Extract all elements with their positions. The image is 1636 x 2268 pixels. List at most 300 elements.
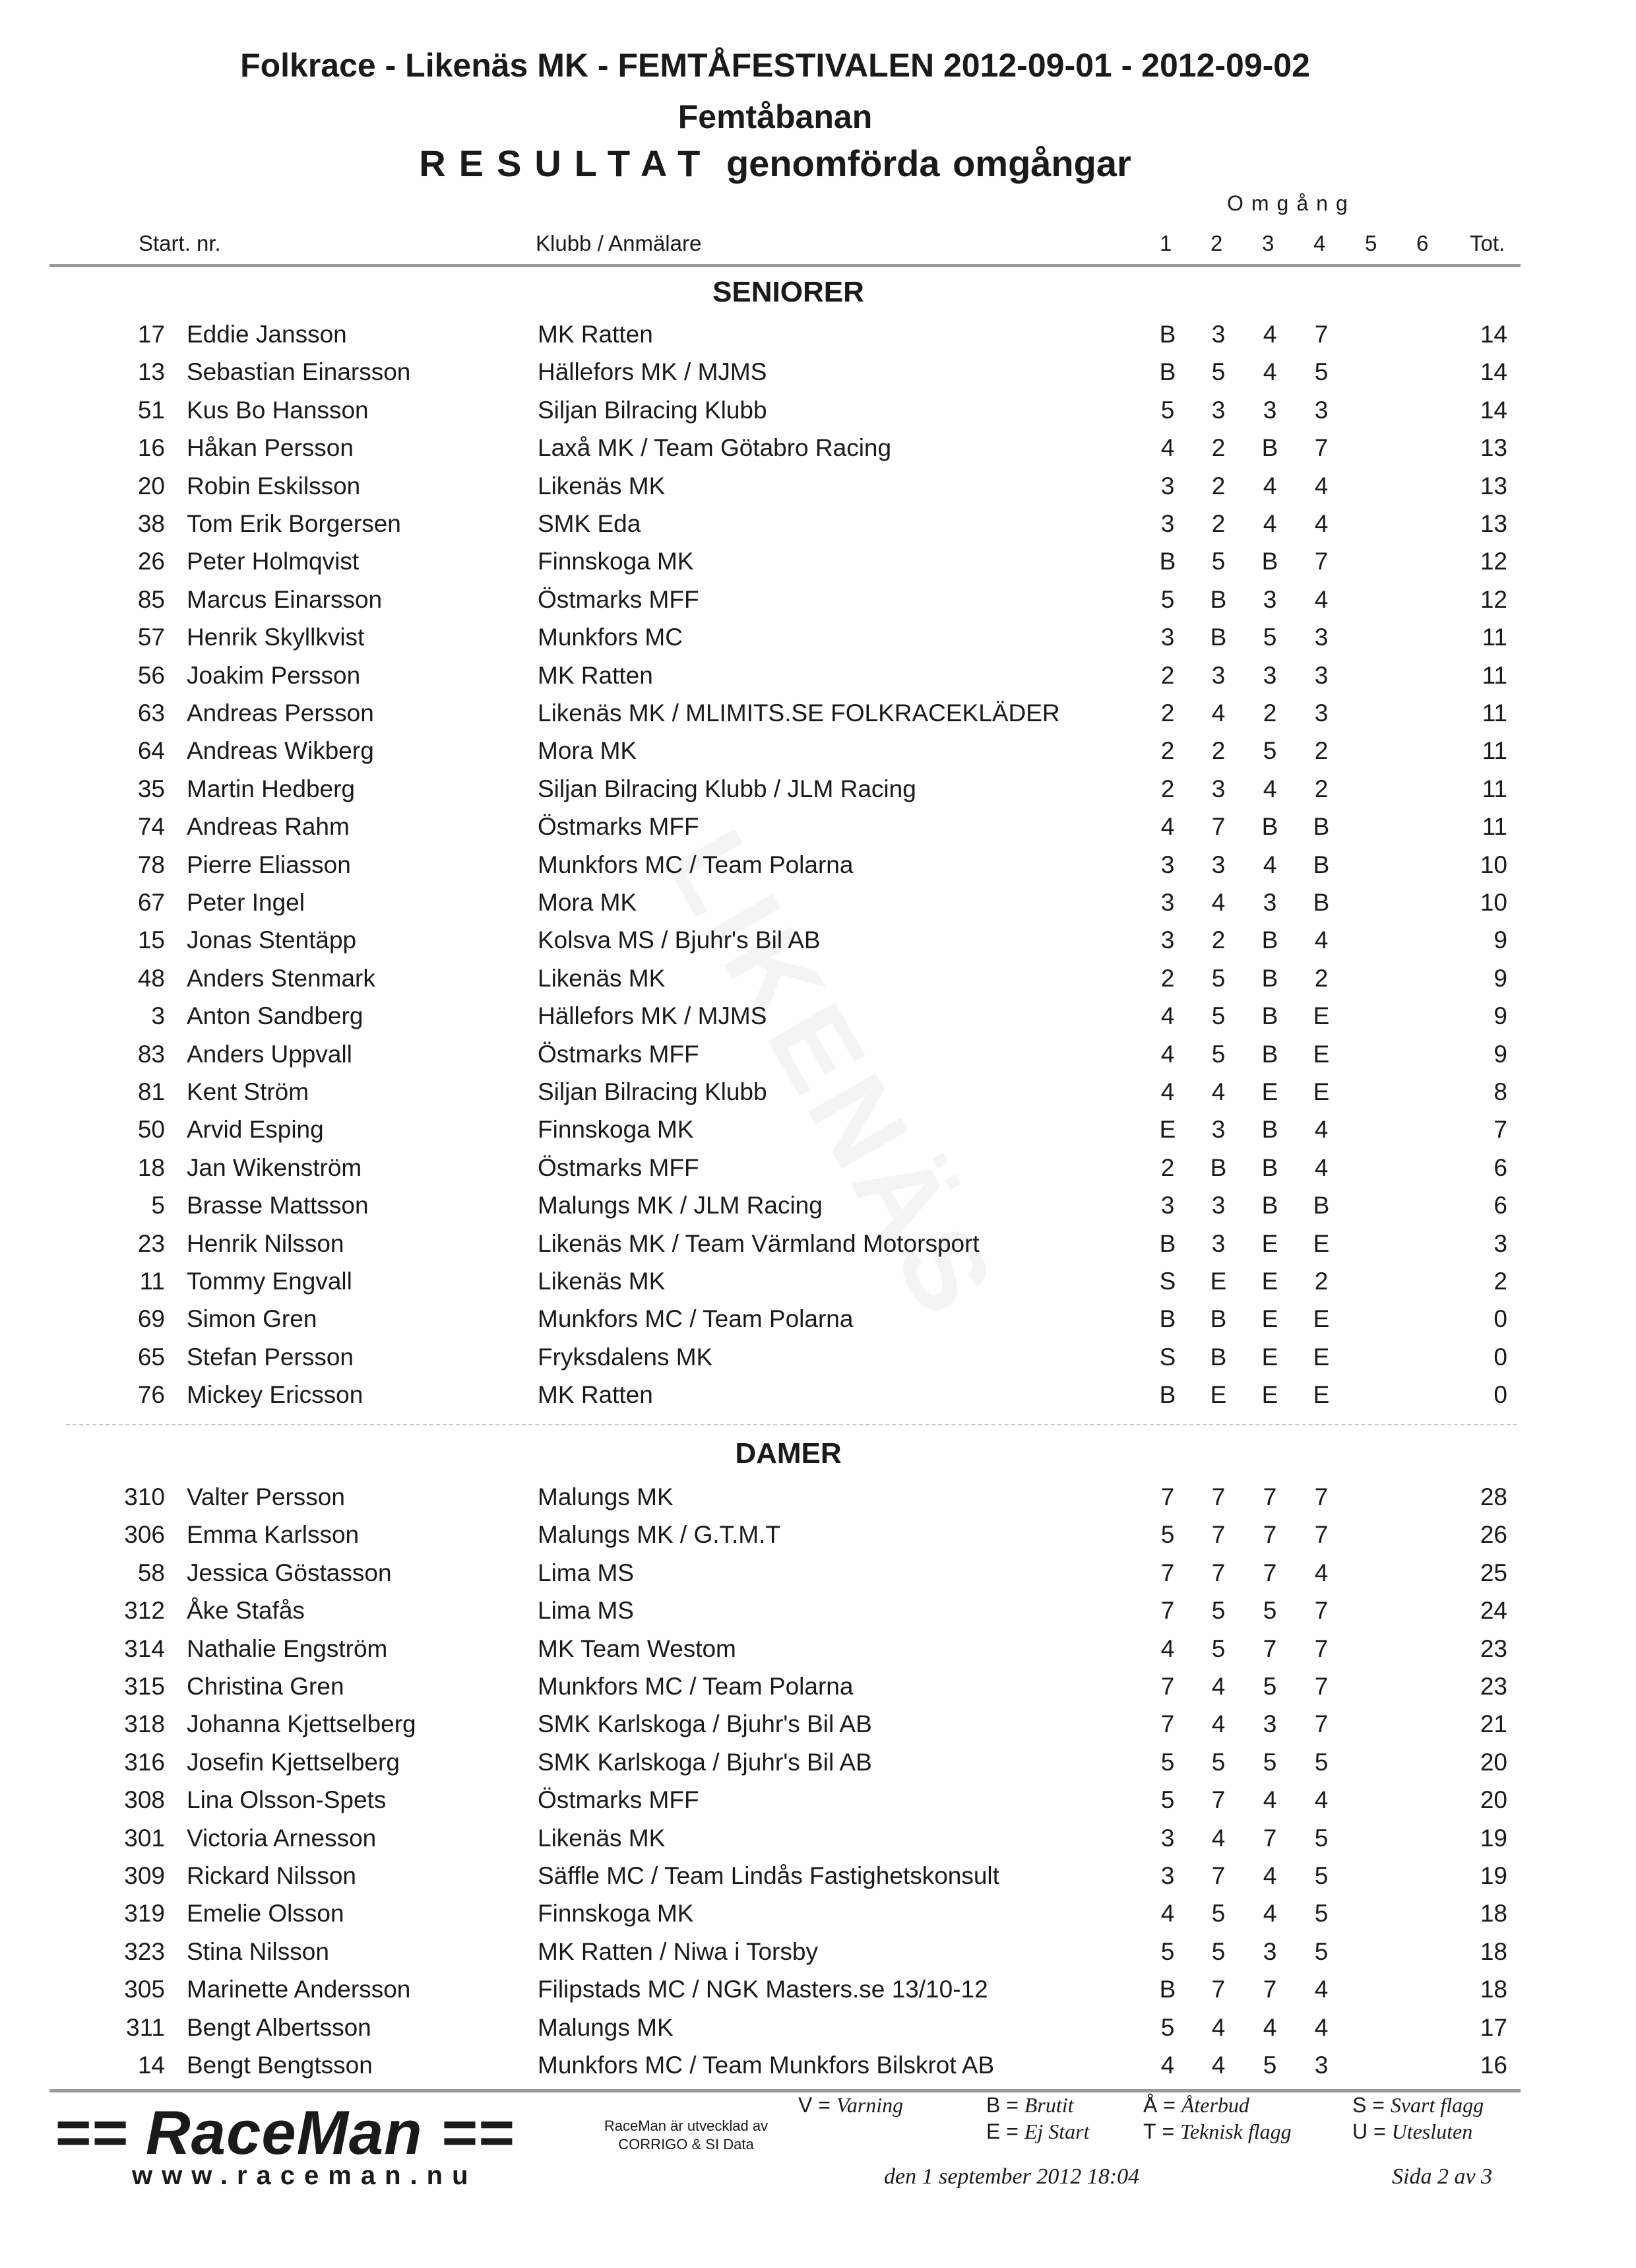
result-heading-spaced: RESULTAT [419,143,714,184]
table-row [0,959,1636,997]
start-nr-cell: 5 [151,1192,165,1219]
table-row [0,1895,1636,1932]
round-2-cell: 5 [1211,1635,1226,1662]
total-cell: 6 [1494,1153,1507,1181]
total-cell: 20 [1480,1786,1507,1814]
col-header-r5: 5 [1365,231,1377,255]
total-cell: 17 [1480,2013,1507,2041]
round-1-cell: 3 [1160,1192,1175,1219]
round-3-cell: 4 [1263,1786,1277,1814]
round-4-cell: B [1313,889,1330,916]
col-header-r3: 3 [1262,231,1274,255]
table-row [0,770,1636,808]
start-nr-cell: 310 [124,1483,165,1510]
total-cell: 11 [1482,813,1507,841]
driver-name-cell: Jonas Stentäpp [187,926,357,954]
total-cell: 19 [1480,1824,1507,1852]
total-cell: 9 [1494,964,1507,992]
total-cell: 26 [1480,1521,1507,1549]
round-3-cell: B [1261,1153,1278,1181]
round-4-cell: 4 [1314,1153,1329,1181]
club-cell: SMK Karlskoga / Bjuhr's Bil AB [538,1748,872,1776]
start-nr-cell: 81 [137,1078,165,1105]
driver-name-cell: Kus Bo Hansson [187,396,369,424]
club-cell: Mora MK [538,889,637,916]
round-4-cell: E [1313,1229,1330,1257]
total-cell: 23 [1480,1635,1507,1662]
round-2-cell: 4 [1211,699,1226,727]
legend-text: Svart flagg [1390,2093,1484,2117]
round-3-cell: 7 [1263,1635,1277,1662]
round-4-cell: E [1313,1040,1330,1068]
club-cell: Lima MS [538,1559,634,1586]
round-4-cell: 3 [1314,661,1329,689]
legend-item-v: V = Varning [798,2093,904,2117]
legend-text: Teknisk flagg [1180,2120,1292,2143]
table-row [0,1592,1636,1629]
col-header-start-nr: Start. nr. [139,231,221,255]
round-2-cell: B [1210,1343,1227,1371]
round-3-cell: 5 [1263,737,1277,765]
total-cell: 14 [1480,396,1507,424]
driver-name-cell: Henrik Nilsson [187,1229,344,1257]
round-2-cell: 2 [1211,472,1226,500]
section-divider [66,1424,1517,1425]
round-3-cell: E [1261,1268,1278,1295]
driver-name-cell: Robin Eskilsson [187,472,361,500]
round-1-cell: 3 [1160,926,1175,954]
round-2-cell: E [1210,1268,1227,1295]
round-1-cell: 4 [1160,1900,1175,1928]
round-3-cell: 4 [1263,775,1277,802]
driver-name-cell: Kent Ström [187,1078,309,1105]
section-title-seniorer: SENIORER [712,276,864,308]
driver-name-cell: Johanna Kjettselberg [187,1710,416,1738]
total-cell: 18 [1480,1976,1507,2003]
legend-key: B [986,2093,1001,2117]
table-row [0,353,1636,391]
round-2-cell: 5 [1211,358,1226,386]
table-row [0,1819,1636,1857]
driver-name-cell: Andreas Wikberg [187,737,374,765]
driver-name-cell: Andreas Persson [187,699,374,727]
round-2-cell: 5 [1211,1900,1226,1928]
total-cell: 11 [1482,699,1507,727]
legend-item-u: U = Utesluten [1352,2120,1473,2143]
round-4-cell: 2 [1314,775,1329,802]
round-2-cell: B [1210,1305,1227,1333]
round-2-cell: 7 [1211,1521,1226,1549]
table-row [0,1781,1636,1819]
start-nr-cell: 314 [124,1635,165,1662]
driver-name-cell: Arvid Esping [187,1116,324,1144]
round-4-cell: 4 [1314,1559,1329,1586]
club-cell: Mora MK [538,737,637,765]
driver-name-cell: Tom Erik Borgersen [187,510,401,537]
round-4-cell: 4 [1314,926,1329,954]
round-3-cell: 3 [1263,1710,1277,1738]
round-1-cell: 2 [1160,775,1175,802]
club-cell: Siljan Bilracing Klubb [538,396,767,424]
total-cell: 24 [1480,1597,1507,1625]
total-cell: 11 [1482,775,1507,802]
start-nr-cell: 26 [137,548,165,575]
club-cell: Hällefors MK / MJMS [538,1002,767,1030]
round-1-cell: 4 [1160,2052,1175,2079]
round-3-cell: 4 [1263,358,1277,386]
round-3-cell: E [1261,1078,1278,1105]
round-3-cell: 4 [1263,851,1277,878]
total-cell: 25 [1480,1559,1507,1586]
round-1-cell: 3 [1160,510,1175,537]
driver-name-cell: Nathalie Engström [187,1635,388,1662]
round-1-cell: B [1159,1976,1176,2003]
round-4-cell: 4 [1314,1976,1329,2003]
round-2-cell: 5 [1211,548,1226,575]
driver-name-cell: Valter Persson [187,1483,345,1510]
round-4-cell: 7 [1314,1521,1329,1549]
round-3-cell: 7 [1263,1976,1277,2003]
total-cell: 13 [1480,472,1507,500]
round-4-cell: B [1313,1192,1330,1219]
round-4-cell: E [1313,1381,1330,1409]
round-2-cell: 3 [1211,851,1226,878]
club-cell: Östmarks MFF [538,585,699,613]
driver-name-cell: Eddie Jansson [187,321,347,348]
club-cell: MK Ratten [538,1381,653,1409]
start-nr-cell: 23 [137,1229,165,1257]
round-4-cell: 7 [1314,1635,1329,1662]
start-nr-cell: 20 [137,472,165,500]
legend-key: T [1143,2120,1156,2143]
driver-name-cell: Emma Karlsson [187,1521,360,1549]
total-cell: 8 [1494,1078,1507,1105]
total-cell: 9 [1494,1002,1507,1030]
club-cell: Likenäs MK [538,964,666,992]
legend-item-t: T = Teknisk flagg [1143,2120,1292,2143]
table-row [0,429,1636,467]
round-2-cell: 2 [1211,510,1226,537]
driver-name-cell: Peter Ingel [187,889,305,916]
start-nr-cell: 56 [137,661,165,689]
total-cell: 11 [1482,737,1507,765]
table-row [0,1705,1636,1743]
round-3-cell: 5 [1263,1748,1277,1776]
table-row [0,884,1636,921]
start-nr-cell: 315 [124,1673,165,1700]
start-nr-cell: 309 [124,1862,165,1889]
round-1-cell: S [1159,1268,1176,1295]
round-2-cell: 5 [1211,964,1226,992]
club-cell: Hällefors MK / MJMS [538,358,767,386]
club-cell: Likenäs MK [538,1268,666,1295]
driver-name-cell: Pierre Eliasson [187,851,351,878]
total-cell: 0 [1494,1381,1507,1409]
round-2-cell: 7 [1211,1862,1226,1889]
club-cell: MK Ratten [538,661,653,689]
total-cell: 19 [1480,1862,1507,1889]
round-1-cell: 5 [1160,1937,1175,1965]
round-3-cell: 3 [1263,396,1277,424]
round-1-cell: 2 [1160,661,1175,689]
round-1-cell: B [1159,1381,1176,1409]
total-cell: 12 [1480,548,1507,575]
driver-name-cell: Emelie Olsson [187,1900,344,1928]
round-2-cell: 3 [1211,661,1226,689]
event-title: Folkrace - Likenäs MK - FEMTÅFESTIVALEN 2012-09-01 - 2012-09-02 [240,47,1310,84]
round-3-cell: B [1261,964,1278,992]
round-3-cell: B [1261,1192,1278,1219]
start-nr-cell: 13 [137,358,165,386]
round-3-cell: 3 [1263,1937,1277,1965]
legend-text: Brutit [1024,2093,1074,2117]
driver-name-cell: Josefin Kjettselberg [187,1748,400,1776]
round-4-cell: 7 [1314,434,1329,462]
total-cell: 3 [1494,1229,1507,1257]
club-cell: Likenäs MK / Team Värmland Motorsport [538,1229,980,1257]
round-1-cell: 2 [1160,737,1175,765]
start-nr-cell: 57 [137,624,165,651]
driver-name-cell: Stefan Persson [187,1343,354,1371]
round-4-cell: 5 [1314,358,1329,386]
table-row [0,542,1636,580]
legend-text: Utesluten [1391,2120,1473,2143]
club-cell: Munkfors MC / Team Polarna [538,851,854,878]
legend-text: Varning [836,2093,904,2117]
table-row [0,1668,1636,1705]
round-2-cell: 2 [1211,737,1226,765]
round-1-cell: 4 [1160,1002,1175,1030]
round-1-cell: 4 [1160,434,1175,462]
result-heading-rest: genomförda omgångar [726,143,1131,184]
table-row [0,694,1636,732]
round-2-cell: 4 [1211,1824,1226,1852]
start-nr-cell: 311 [126,2013,165,2041]
start-nr-cell: 38 [137,510,165,537]
round-1-cell: 4 [1160,1040,1175,1068]
round-2-cell: 2 [1211,926,1226,954]
round-3-cell: B [1261,926,1278,954]
table-row [0,1149,1636,1186]
table-row [0,1225,1636,1262]
total-cell: 20 [1480,1748,1507,1776]
round-3-cell: 7 [1263,1483,1277,1510]
driver-name-cell: Sebastian Einarsson [187,358,411,386]
start-nr-cell: 318 [124,1710,165,1738]
round-4-cell: E [1313,1078,1330,1105]
round-3-cell: B [1261,1002,1278,1030]
credit-line-2: CORRIGO & SI Data [618,2136,754,2153]
round-3-cell: 4 [1263,2013,1277,2041]
driver-name-cell: Lina Olsson-Spets [187,1786,387,1814]
col-header-r6: 6 [1416,231,1429,255]
table-row [0,1186,1636,1224]
driver-name-cell: Jan Wikenström [187,1153,362,1181]
round-4-cell: 2 [1314,737,1329,765]
start-nr-cell: 83 [137,1040,165,1068]
round-2-cell: 4 [1211,1078,1226,1105]
round-3-cell: 4 [1263,321,1277,348]
legend-text: Återbud [1181,2093,1249,2117]
start-nr-cell: 58 [137,1559,165,1586]
round-3-cell: 4 [1263,1862,1277,1889]
total-cell: 18 [1480,1937,1507,1965]
round-1-cell: 7 [1160,1559,1175,1586]
round-1-cell: 7 [1160,1710,1175,1738]
total-cell: 23 [1480,1673,1507,1700]
club-cell: Säffle MC / Team Lindås Fastighetskonsult [538,1862,999,1889]
round-2-cell: 7 [1211,1483,1226,1510]
total-cell: 9 [1494,1040,1507,1068]
club-cell: Munkfors MC / Team Polarna [538,1673,854,1700]
total-cell: 13 [1480,510,1507,537]
round-1-cell: 5 [1160,1786,1175,1814]
round-2-cell: 7 [1211,1976,1226,2003]
legend-key: U [1352,2120,1368,2143]
round-1-cell: 4 [1160,813,1175,841]
legend-key: E [986,2120,1001,2143]
round-1-cell: E [1159,1116,1176,1144]
round-4-cell: 7 [1314,548,1329,575]
round-4-cell: 2 [1314,964,1329,992]
round-1-cell: 7 [1160,1483,1175,1510]
round-2-cell: 3 [1211,321,1226,348]
track-name: Femtåbanan [677,98,873,135]
club-cell: Malungs MK / G.T.M.T [538,1521,781,1549]
round-1-cell: 5 [1160,585,1175,613]
round-2-cell: 3 [1211,775,1226,802]
round-2-cell: 4 [1211,2052,1226,2079]
round-3-cell: 3 [1263,889,1277,916]
table-row [0,732,1636,769]
round-4-cell: 3 [1314,624,1329,651]
start-nr-cell: 305 [124,1976,165,2003]
driver-name-cell: Marcus Einarsson [187,585,383,613]
driver-name-cell: Jessica Göstasson [187,1559,392,1586]
driver-name-cell: Tommy Engvall [187,1268,352,1295]
round-3-cell: 3 [1263,661,1277,689]
round-3-cell: 7 [1263,1521,1277,1549]
start-nr-cell: 323 [124,1937,165,1965]
table-row [0,1338,1636,1376]
club-cell: Likenäs MK / MLIMITS.SE FOLKRACEKLÄDER [538,699,1060,727]
print-date: den 1 september 2012 18:04 [884,2164,1140,2189]
round-1-cell: 2 [1160,1153,1175,1181]
driver-name-cell: Peter Holmqvist [187,548,360,575]
club-cell: MK Ratten / Niwa i Torsby [538,1937,818,1965]
round-4-cell: 5 [1314,1900,1329,1928]
start-nr-cell: 18 [137,1153,165,1181]
club-cell: Malungs MK [538,1483,674,1510]
club-cell: Finnskoga MK [538,1900,694,1928]
round-1-cell: 5 [1160,396,1175,424]
round-4-cell: 3 [1314,699,1329,727]
total-cell: 0 [1494,1343,1507,1371]
driver-name-cell: Bengt Albertsson [187,2013,371,2041]
round-3-cell: E [1261,1343,1278,1371]
page-number: Sida 2 av 3 [1392,2164,1493,2189]
driver-name-cell: Rickard Nilsson [187,1862,357,1889]
start-nr-cell: 17 [137,321,165,348]
round-4-cell: E [1313,1305,1330,1333]
round-3-cell: E [1261,1381,1278,1409]
round-3-cell: 3 [1263,585,1277,613]
legend-item-b: B = Brutit [986,2093,1074,2117]
start-nr-cell: 316 [124,1748,165,1776]
round-4-cell: 7 [1314,1483,1329,1510]
table-row [0,1300,1636,1338]
total-cell: 10 [1480,851,1507,878]
club-cell: Östmarks MFF [538,1153,699,1181]
round-4-cell: 7 [1314,321,1329,348]
club-cell: Lima MS [538,1597,634,1625]
footer-divider [49,2089,1521,2092]
round-3-cell: B [1261,1116,1278,1144]
club-cell: Munkfors MC / Team Polarna [538,1305,854,1333]
round-3-cell: 4 [1263,510,1277,537]
legend-item-a-ring: Å = Återbud [1143,2093,1249,2117]
table-row [0,1262,1636,1300]
table-row [0,2009,1636,2046]
round-2-cell: 3 [1211,1229,1226,1257]
total-cell: 14 [1480,321,1507,348]
table-row [0,391,1636,429]
round-1-cell: 2 [1160,699,1175,727]
total-cell: 12 [1480,585,1507,613]
driver-name-cell: Henrik Skyllkvist [187,624,365,651]
round-2-cell: B [1210,585,1227,613]
table-row [0,1857,1636,1895]
club-cell: Finnskoga MK [538,548,694,575]
round-2-cell: 7 [1211,1786,1226,1814]
driver-name-cell: Christina Gren [187,1673,344,1700]
round-4-cell: 5 [1314,1862,1329,1889]
legend-key: V [798,2093,813,2117]
round-1-cell: 7 [1160,1597,1175,1625]
table-row [0,618,1636,656]
driver-name-cell: Åke Stafås [187,1597,305,1625]
start-nr-cell: 11 [139,1268,165,1295]
start-nr-cell: 301 [124,1824,165,1852]
round-3-cell: B [1261,434,1278,462]
total-cell: 11 [1482,661,1507,689]
table-row [0,2046,1636,2084]
round-1-cell: B [1159,1305,1176,1333]
round-2-cell: 5 [1211,1748,1226,1776]
club-cell: SMK Eda [538,510,641,537]
table-row [0,1111,1636,1148]
col-header-r2: 2 [1211,231,1223,255]
round-2-cell: 3 [1211,1116,1226,1144]
table-row [0,581,1636,618]
round-2-cell: 4 [1211,889,1226,916]
start-nr-cell: 78 [137,851,165,878]
total-cell: 18 [1480,1900,1507,1928]
start-nr-cell: 48 [137,964,165,992]
round-1-cell: B [1159,548,1176,575]
round-1-cell: 5 [1160,1748,1175,1776]
round-3-cell: 5 [1263,1597,1277,1625]
table-row [0,1035,1636,1073]
table-row [0,1630,1636,1668]
club-cell: Likenäs MK [538,1824,666,1852]
legend-item-e: E = Ej Start [986,2120,1090,2143]
round-4-cell: 2 [1314,1268,1329,1295]
club-cell: Laxå MK / Team Götabro Racing [538,434,892,462]
legend-key: S [1352,2093,1367,2117]
start-nr-cell: 16 [137,434,165,462]
legend-text: Ej Start [1024,2120,1090,2143]
